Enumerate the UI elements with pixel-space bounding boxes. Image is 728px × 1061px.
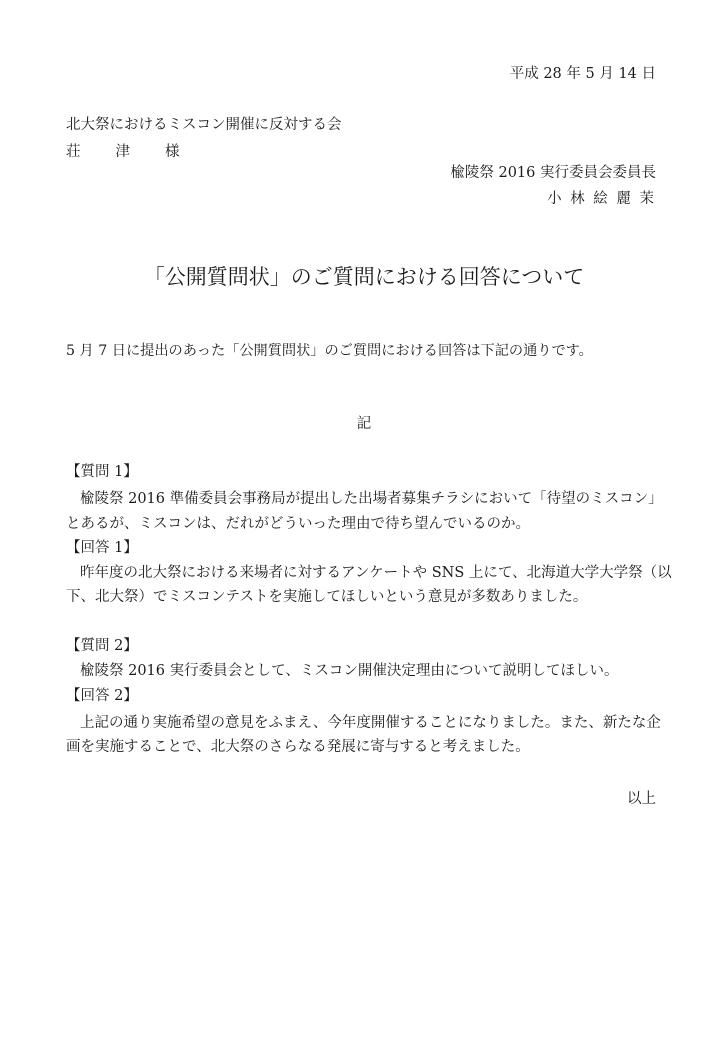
ki-marker: 記: [356, 416, 372, 432]
answer-2-line-1: 上記の通り実施希望の意見をふまえ、今年度開催することになりました。また、新たな企: [80, 715, 661, 731]
document-title: 「公開質問状」のご質問における回答について: [143, 265, 585, 289]
recipient-name: 荘 津 様: [66, 144, 182, 160]
answer-2-label: 【回答 2】: [66, 688, 138, 704]
sender-organization: 楡陵祭 2016 実行委員会委員長: [450, 165, 656, 181]
question-2-label: 【質問 2】: [66, 638, 138, 654]
question-1-label: 【質問 1】: [66, 464, 138, 480]
answer-1-label: 【回答 1】: [66, 540, 138, 556]
recipient-organization: 北大祭におけるミスコン開催に反対する会: [66, 117, 342, 133]
question-1-line-2: とあるが、ミスコンは、だれがどういった理由で待ち望んでいるのか。: [66, 516, 530, 532]
document-date: 平成 28 年 5 月 14 日: [509, 66, 656, 82]
closing-mark: 以上: [627, 791, 656, 807]
answer-2-line-2: 画を実施することで、北大祭のさらなる発展に寄与すると考えました。: [66, 739, 530, 755]
question-1-line-1: 楡陵祭 2016 準備委員会事務局が提出した出場者募集チラシにおいて「待望のミスコン」: [80, 491, 663, 507]
question-2-line-1: 楡陵祭 2016 実行委員会として、ミスコン開催決定理由について説明してほしい。: [80, 663, 619, 679]
intro-paragraph: 5 月 7 日に提出のあった「公開質問状」のご質問における回答は下記の通りです。: [66, 343, 593, 359]
answer-1-line-2: 下、北大祭）でミスコンテストを実施してほしいという意見が多数ありました。: [66, 589, 588, 605]
sender-name: 小 林 絵 麗 茉: [547, 191, 656, 207]
answer-1-line-1: 昨年度の北大祭における来場者に対するアンケートや SNS 上にて、北海道大学大学祭（以: [80, 565, 672, 581]
